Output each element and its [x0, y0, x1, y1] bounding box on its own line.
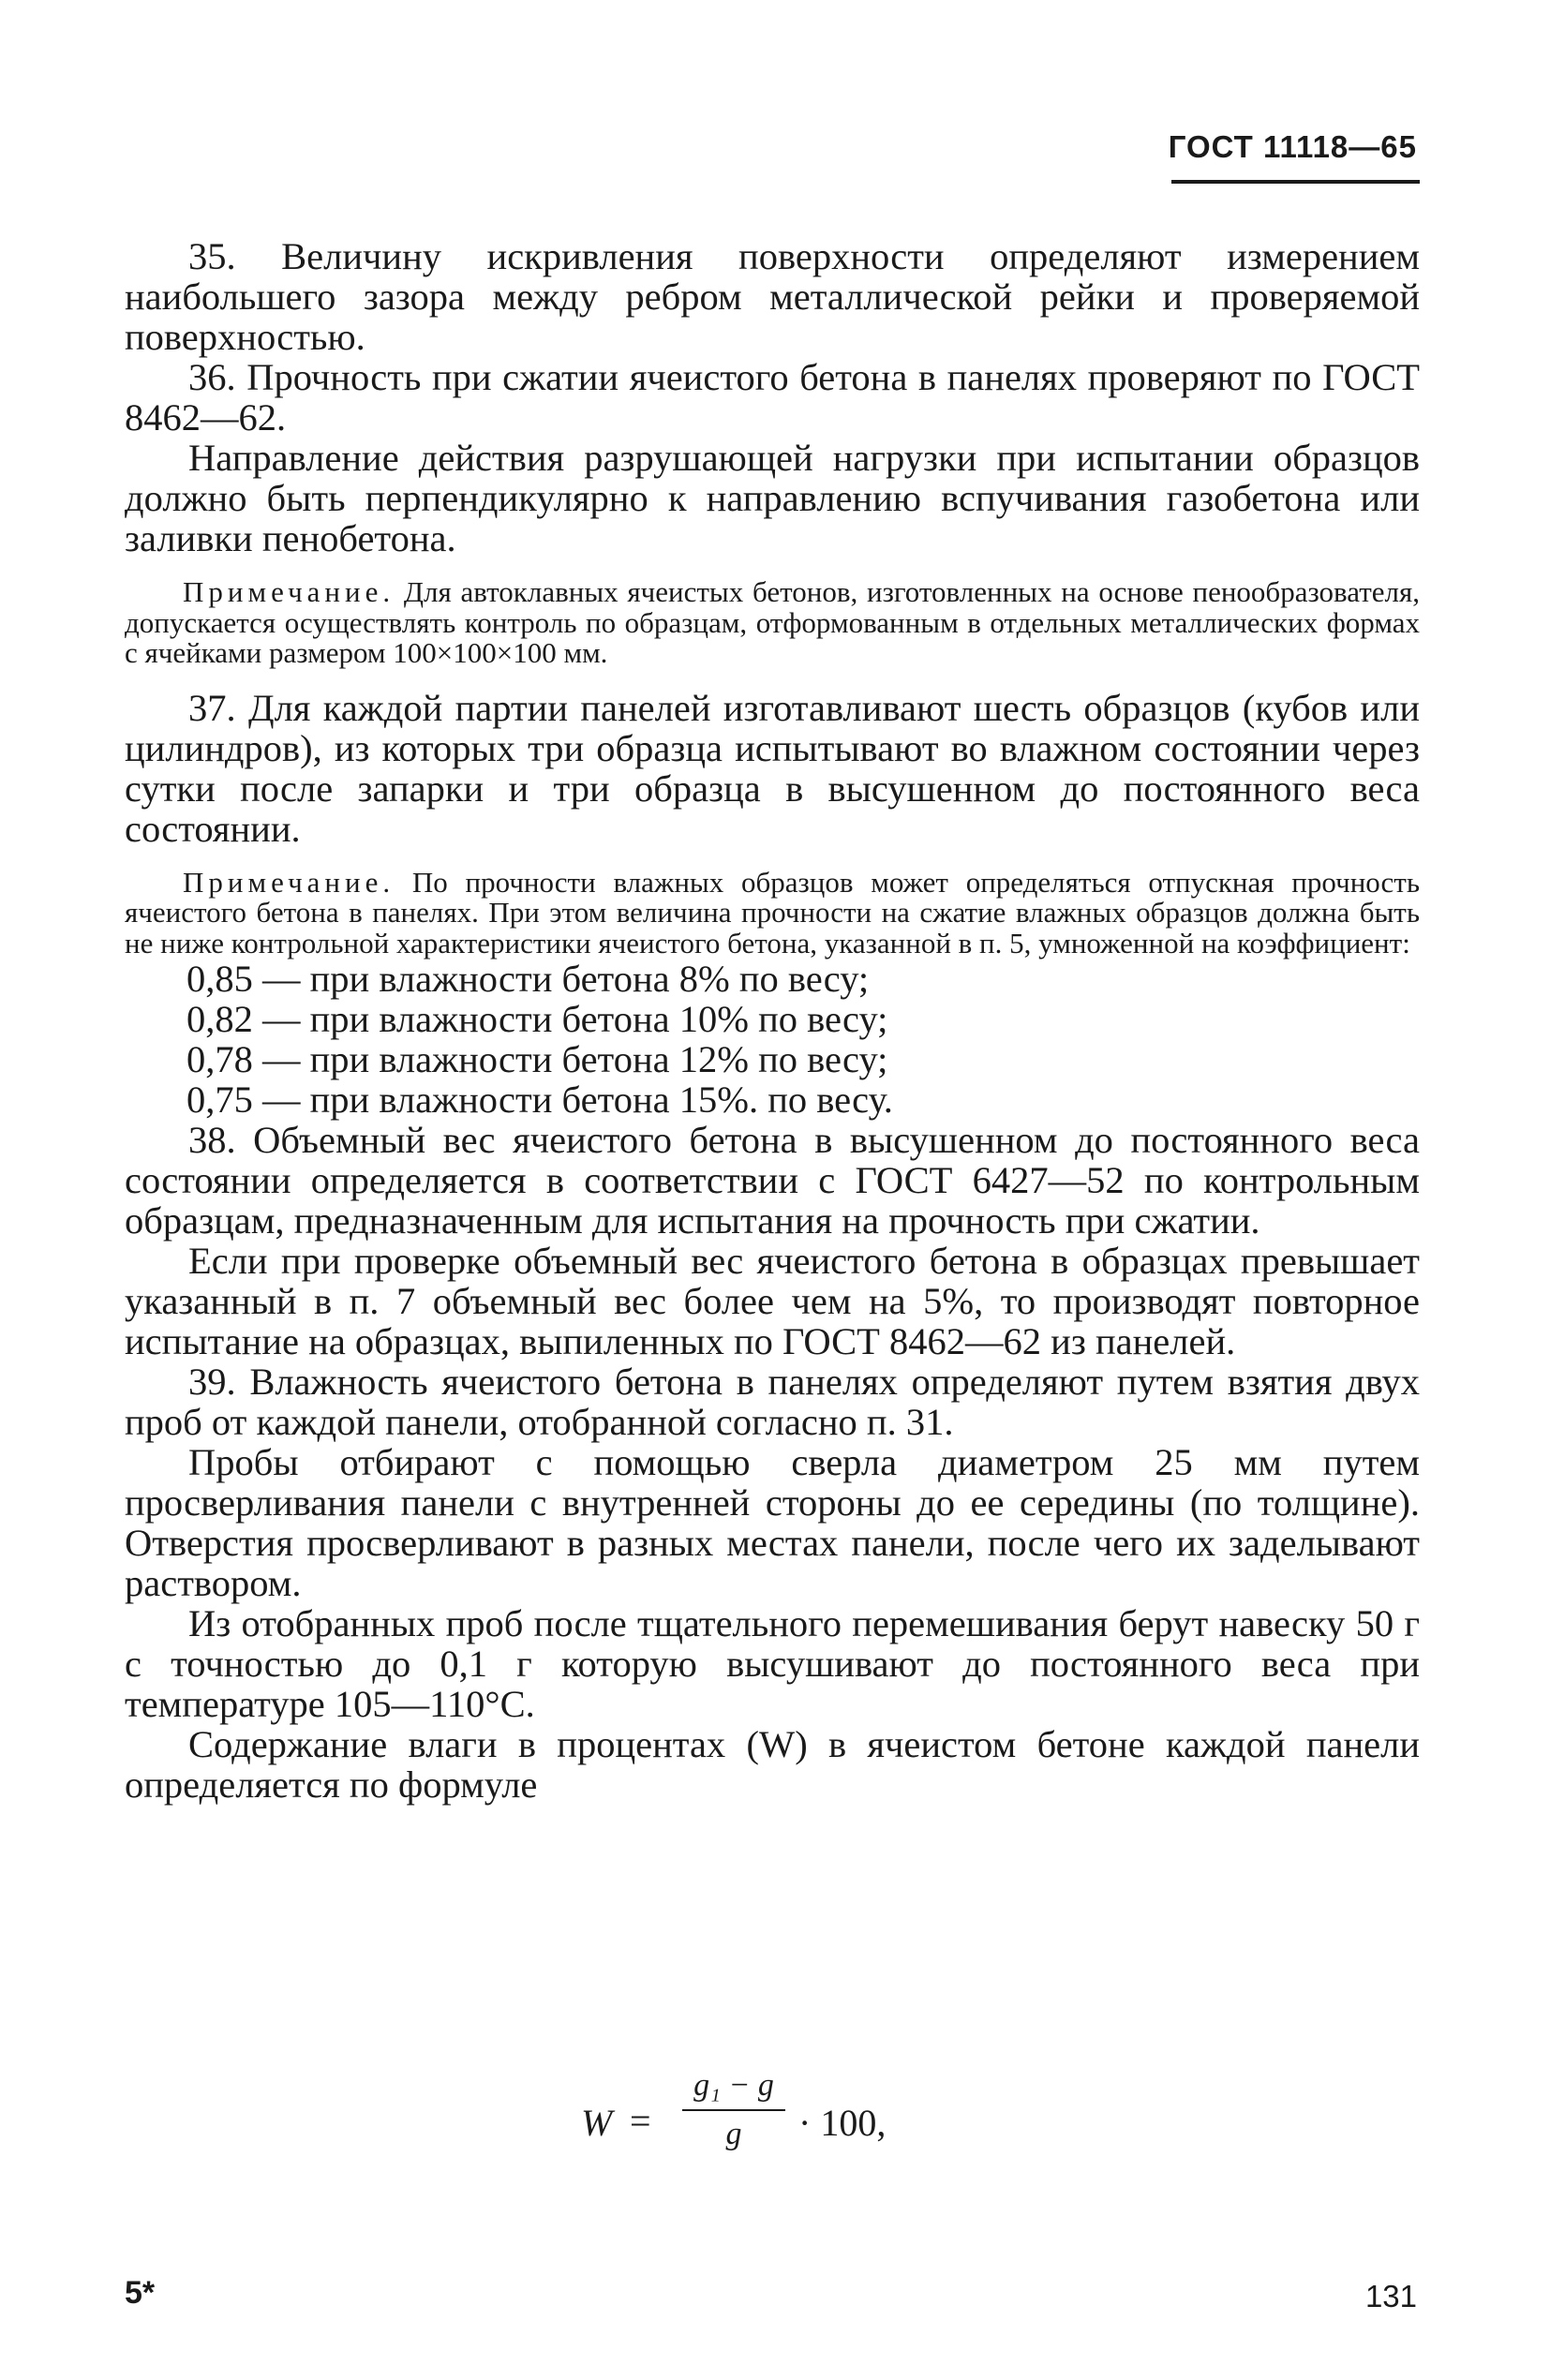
note-1-label: Примечание. — [183, 575, 395, 608]
coefficient-item: 0,85 — при влажности бетона 8% по весу; — [186, 958, 870, 1000]
coefficient-item: 0,75 — при влажности бетона 15%. по весу. — [186, 1078, 893, 1121]
page-number: 131 — [1364, 2279, 1417, 2313]
paragraph-39: 39. Влажность ячеистого бетона в панелях определяют путем взятия двух проб от каждой панели, отобранной согласно п. 31. — [125, 1361, 1420, 1443]
note-2 — [125, 865, 1420, 959]
note-1 — [125, 577, 1420, 669]
paragraph-39-weighing: Из отобранных проб после тщательного перемешивания берут навеску 50 г с точностью до 0,1 г которую высушивают до постоянного веса при температуре 105—110°С. — [125, 1602, 1420, 1725]
paragraph-35: 35. Величину искривления поверхности определяют измерением наибольшего зазора между ребром металлической рейки и проверяемой поверхностью. — [125, 235, 1420, 358]
document-body — [125, 236, 1420, 1805]
note-1-text: Для автоклавных ячеистых бетонов, изготовленных на основе пенообразователя, допускается осуществлять контроль по образцам, отформованным в отдельных металлических формах с ячейками размером 100×100×100 мм. — [125, 575, 1420, 669]
formula-denominator: g — [725, 2117, 742, 2151]
paragraph-39-moisture: Содержание влаги в процентах (W) в ячеистом бетоне каждой панели определяется по формуле — [125, 1723, 1420, 1806]
formula-lhs: W — [581, 2102, 613, 2144]
formula-equals: = — [630, 2100, 651, 2142]
formula-fraction — [682, 2068, 785, 2152]
formula-multiplier: · 100, — [798, 2102, 887, 2144]
header-rule — [1171, 180, 1420, 184]
document-header: ГОСТ 11118—65 — [1168, 129, 1417, 164]
moisture-formula — [581, 2068, 1050, 2171]
coefficient-item: 0,82 — при влажности бетона 10% по весу; — [186, 998, 888, 1040]
paragraph-38-retest: Если при проверке объемный вес ячеистого бетона в образцах превышает указанный в п. 7 объемный вес более чем на 5%, то производят повторное испытание на образцах, выпиленных по ГОСТ 8462—62 из панелей. — [125, 1240, 1420, 1362]
paragraph-37: 37. Для каждой партии панелей изготавливают шесть образцов (кубов или цилиндров), из которых три образца испытывают во влажном состоянии через сутки после запарки и три образца в высушенном до постоянного веса состоянии. — [125, 686, 1420, 850]
fraction-bar — [682, 2109, 785, 2111]
paragraph-36: 36. Прочность при сжатии ячеистого бетона в панелях проверяют по ГОСТ 8462—62. — [125, 356, 1420, 439]
paragraph-39-sampling: Пробы отбирают с помощью сверла диаметром 25 мм путем просверливания панели с внутренней стороны до ее середины (по толщине). Отверстия просверливают в разных местах панели, после чего их заделывают раствором. — [125, 1441, 1420, 1604]
paragraph-38: 38. Объемный вес ячеистого бетона в высушенном до постоянного веса состоянии определяется в соответствии с ГОСТ 6427—52 по контрольным образцам, предназначенным для испытания на прочность при сжатии. — [125, 1119, 1420, 1242]
coefficient-item: 0,78 — при влажности бетона 12% по весу; — [186, 1038, 888, 1080]
note-2-label: Примечание. — [183, 865, 395, 899]
note-2-text: По прочности влажных образцов может определяться отпускная прочность ячеистого бетона в панелях. При этом величина прочности на сжатие влажных образцов должна быть не ниже контрольной характеристики ячеистого бетона, указанной в п. 5, умноженной на коэффициент: — [125, 865, 1420, 959]
coefficient-list — [125, 959, 1420, 1120]
formula-numerator: g₁ − g — [693, 2068, 774, 2103]
paragraph-36-direction: Направление действия разрушающей нагрузки при испытании образцов должно быть перпендикулярно к направлению вспучивания газобетона или заливки пенобетона. — [125, 437, 1420, 559]
footer-signature-mark: 5* — [125, 2275, 156, 2311]
